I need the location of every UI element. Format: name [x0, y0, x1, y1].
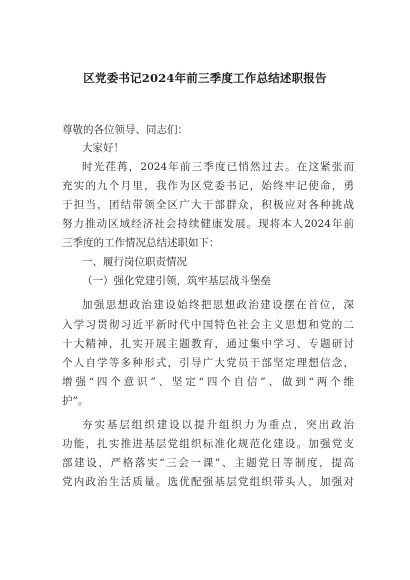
- paragraph-2-line-5: 增强“四个意识”、坚定“四个自信”、做到“两个维: [62, 376, 354, 388]
- paragraph-1-line-3: 于担当，团结带领全区广大干部群众，积极应对各种挑战: [62, 199, 354, 211]
- paragraph-2-line-1: 加强思想政治建设始终把思想政治建设摆在首位，深: [82, 299, 354, 311]
- paragraph-3-line-4: 党内政治生活质量。选优配强基层党组织带头人，加强对: [62, 476, 354, 488]
- paragraph-2-line-3: 十大精神，扎实开展主题教育，通过集中学习、专题研讨: [62, 338, 354, 350]
- paragraph-3-line-3: 部建设，严格落实“三会一课”、主题党日等制度，提高: [62, 457, 354, 469]
- paragraph-1-line-5: 三季度的工作情况总结述职如下：: [62, 237, 220, 249]
- paragraph-1-line-1: 时光荏苒，2024年前三季度已悄然过去。在这紧张而: [82, 161, 354, 173]
- greeting: 大家好！: [82, 142, 124, 154]
- paragraph-3-line-1: 夯实基层组织建设以提升组织力为重点，突出政治: [82, 419, 354, 431]
- document-title: 区党委书记2024年前三季度工作总结述职报告: [83, 71, 327, 85]
- subsection-heading-1: （一）强化党建引领，筑牢基层战斗堡垒: [82, 275, 271, 287]
- section-heading-1: 一、履行岗位职责情况: [82, 256, 187, 268]
- salutation: 尊敬的各位领导、同志们：: [62, 124, 188, 136]
- paragraph-2-line-4: 个人自学等多种形式，引导广大党员干部坚定理想信念，: [62, 357, 354, 369]
- paragraph-2-line-2: 入学习贯彻习近平新时代中国特色社会主义思想和党的二: [62, 319, 354, 331]
- paragraph-1-line-2: 充实的九个月里，我作为区党委书记，始终牢记使命，勇: [62, 180, 354, 192]
- paragraph-3-line-2: 功能，扎实推进基层党组织标准化规范化建设。加强党支: [62, 438, 354, 450]
- paragraph-1-line-4: 努力推动区域经济社会持续健康发展。现将本人2024年前: [62, 218, 354, 230]
- paragraph-2-line-6: 护”。: [62, 395, 89, 407]
